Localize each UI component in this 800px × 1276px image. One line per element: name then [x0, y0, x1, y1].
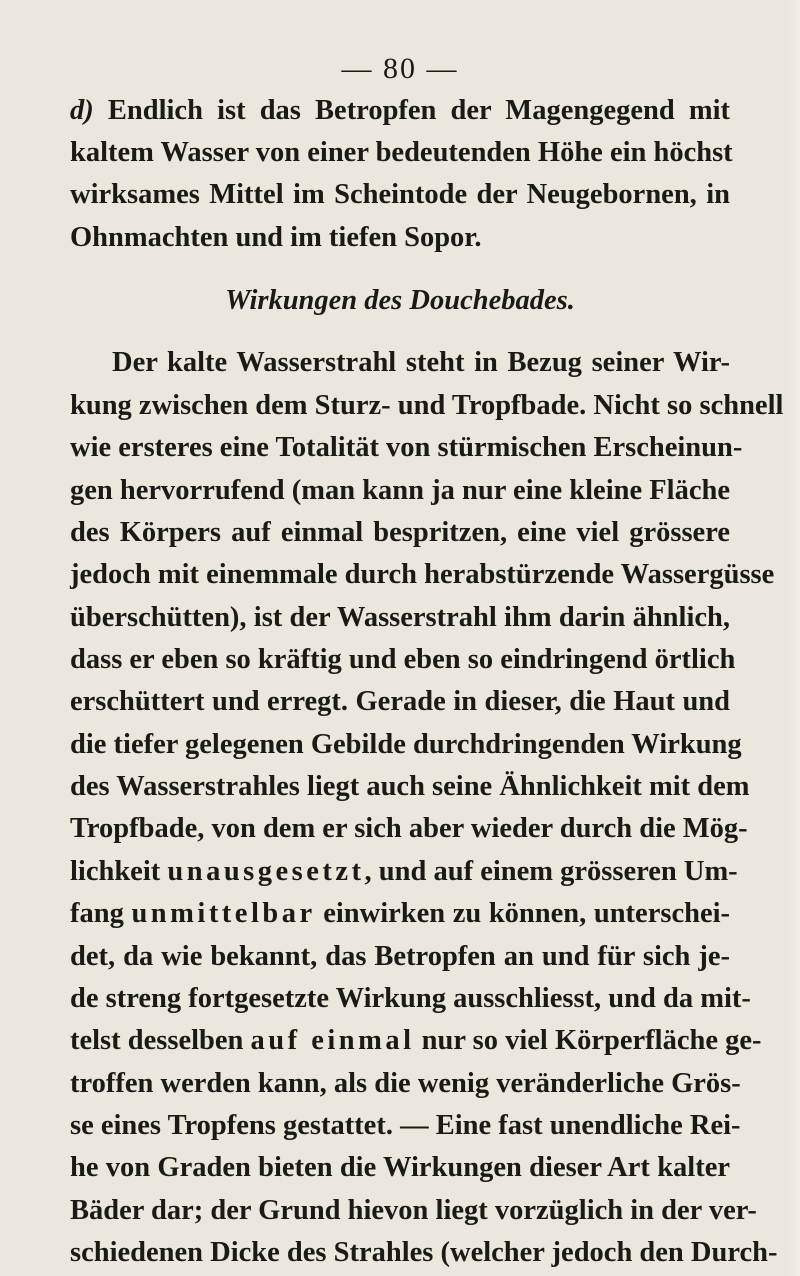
page-number: — 80 — — [341, 52, 459, 85]
body-line-14 — [70, 896, 730, 932]
paragraph-d-line-2: kaltem Wasser von einer bedeutenden Höhe ein höchst — [70, 137, 733, 168]
body-line-9: erschüttert und erregt. Gerade in dieser, die Haut und — [70, 686, 730, 717]
body-line-17-post: nur so viel Körperfläche ge- — [414, 1025, 762, 1056]
paragraph-d-line-3: wirksames Mittel im Scheintode der Neugebornen, in — [70, 179, 730, 210]
paragraph-d-line-1 — [70, 93, 730, 129]
paragraph-label: d) — [70, 95, 94, 126]
body-line-13-pre: lichkeit — [70, 856, 168, 887]
body-line-6: jedoch mit einemmale durch herabstürzende Wassergüsse — [70, 559, 775, 590]
page-edge — [786, 0, 800, 1276]
emphasis-unausgesetzt: unausgesetzt — [167, 856, 365, 887]
body-line-10: die tiefer gelegenen Gebilde durchdringenden Wirkung — [70, 729, 742, 760]
body-line-7: überschütten), ist der Wasserstrahl ihm darin ähnlich, — [70, 602, 730, 633]
body-line-16: de streng fortgesetzte Wirkung ausschliesst, und da mit- — [70, 983, 751, 1014]
body-line-4: gen hervorrufend (man kann ja nur eine kleine Fläche — [70, 475, 730, 506]
emphasis-auf-einmal: auf einmal — [250, 1025, 415, 1056]
section-heading: Wirkungen des Douchebades. — [225, 285, 575, 316]
body-line-13-post: , und auf einem grösseren Um- — [364, 856, 738, 887]
body-line-13 — [70, 854, 738, 890]
body-line-22: schiedenen Dicke des Strahles (welcher jedoch den Durch- — [70, 1237, 778, 1268]
body-line-21: Bäder dar; der Grund hievon liegt vorzüglich in der ver- — [70, 1195, 757, 1226]
emphasis-unmittelbar: unmittelbar — [131, 898, 316, 929]
body-line-1: Der kalte Wasserstrahl steht in Bezug seiner Wir- — [112, 347, 730, 378]
body-line-11: des Wasserstrahles liegt auch seine Ähnlichkeit mit dem — [70, 771, 750, 802]
body-line-15: det, da wie bekannt, das Betropfen an und für sich je- — [70, 941, 730, 972]
body-line-3: wie ersteres eine Totalität von stürmischen Erscheinun- — [70, 432, 743, 463]
body-line-17-pre: telst desselben — [70, 1025, 251, 1056]
body-line-19: se eines Tropfens gestattet. — Eine fast unendliche Rei- — [70, 1110, 741, 1141]
body-line-18: troffen werden kann, als die wenig veränderliche Grös- — [70, 1068, 741, 1099]
body-line-2: kung zwischen dem Sturz- und Tropfbade. Nicht so schnell — [70, 390, 784, 421]
body-line-12: Tropfbade, von dem er sich aber wieder durch die Mög- — [70, 813, 748, 844]
body-line-20: he von Graden bieten die Wirkungen dieser Art kalter — [70, 1152, 730, 1183]
paragraph-d-text-1: Endlich ist das Betropfen der Magengegend mit — [107, 95, 730, 126]
paragraph-d-line-4: Ohnmachten und im tiefen Sopor. — [70, 222, 482, 253]
body-line-8: dass er eben so kräftig und eben so eindringend örtlich — [70, 644, 736, 675]
body-line-14-pre: fang — [70, 898, 132, 929]
body-line-14-post: einwirken zu können, unterschei- — [315, 898, 730, 929]
body-line-17 — [70, 1023, 762, 1059]
body-line-5: des Körpers auf einmal bespritzen, eine viel grössere — [70, 517, 730, 548]
